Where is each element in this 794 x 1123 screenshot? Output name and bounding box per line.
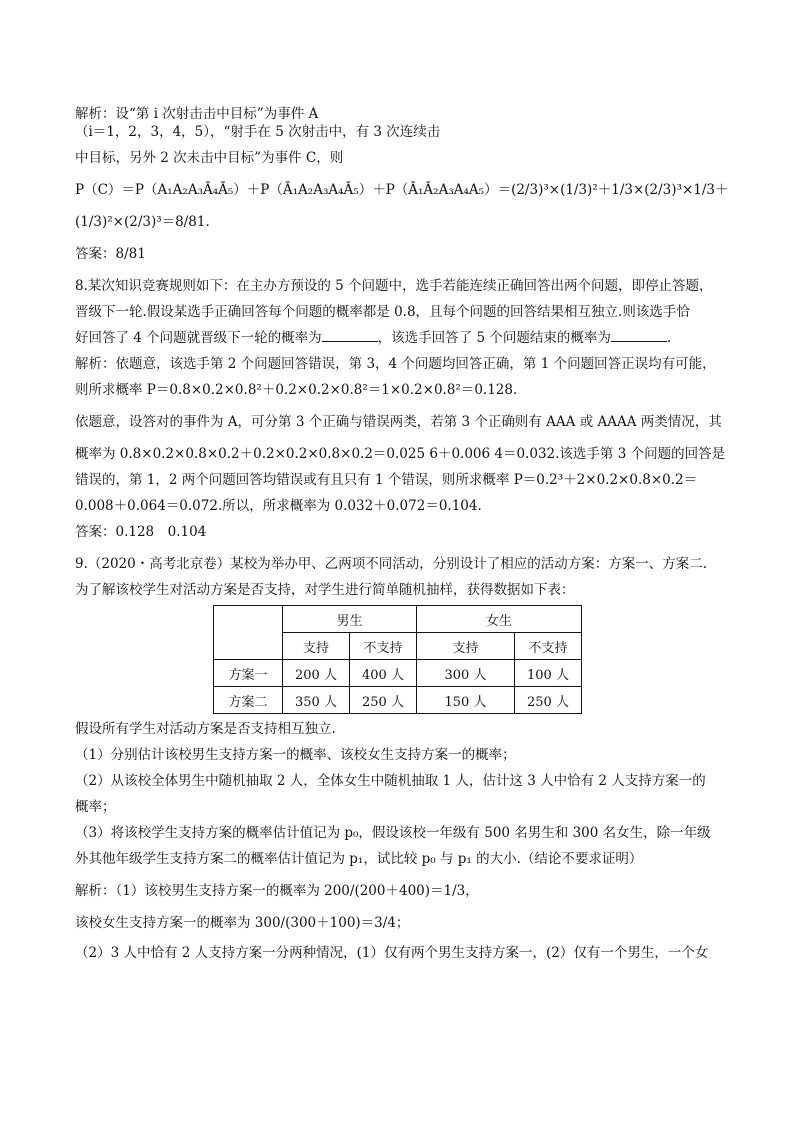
q8-blank-1 <box>322 329 378 342</box>
sol7-line4: (1/3)²×(2/3)³＝8/81. <box>75 214 210 230</box>
table-cell: 100 人 <box>515 660 582 687</box>
sol7-line2: 中目标，另外 2 次未击中目标”为事件 C，则 <box>75 150 344 166</box>
sol7-answer-label: 答案： <box>75 246 116 262</box>
q8-line3 <box>75 329 725 347</box>
q9-part2b: 概率； <box>75 799 116 815</box>
table-cell: 350 人 <box>283 687 350 714</box>
sol7-line3: P（C）＝P（A₁A₂A₃Ā₄Ā₅）＋P（Ā₁A₂A₃A₄Ā₅）＋P（Ā₁Ā₂A₃A₄A₅）＝(2/3)³×(1/3)²＋1/3×(2/3)³×1/3＋ <box>75 182 729 198</box>
q9-line3: 假设所有学生对活动方案是否支持相互独立. <box>75 721 336 737</box>
table-col-female-not-support: 不支持 <box>515 633 582 660</box>
q9-line2: 为了解该校学生对活动方案是否支持，对学生进行简单随机抽样，获得数据如下表： <box>75 582 575 598</box>
table-row <box>214 660 582 687</box>
sol7-line1: 解析：设“第 i 次射击击中目标”为事件 A <box>75 106 319 122</box>
sol7-line1b: （i＝1，2，3，4，5），“射手在 5 次射击中，有 3 次连续击 <box>75 124 441 140</box>
table-col-male-not-support: 不支持 <box>350 633 417 660</box>
q9-part3b: 外其他年级学生支持方案二的概率估计值记为 p₁，试比较 p₀ 与 p₁ 的大小.（结论不要求证明） <box>75 851 643 867</box>
q8-sol-line3: 依题意，设答对的事件为 A，可分第 3 个正确与错误两类，若第 3 个正确则有 AAA 或 AAAA 两类情况，其 <box>75 414 722 430</box>
q9-line1: 9.（2020・高考北京卷）某校为举办甲、乙两项不同活动，分别设计了相应的活动方案：方案一、方案二. <box>75 556 708 572</box>
table-cell: 250 人 <box>350 687 417 714</box>
sol7-answer <box>75 245 725 263</box>
q8-sol-line6: 0.008＋0.064＝0.072.所以，所求概率为 0.032＋0.072＝0.104. <box>75 498 482 514</box>
table-row-label: 方案一 <box>214 660 283 687</box>
table-col-male-support: 支持 <box>283 633 350 660</box>
table-cell: 400 人 <box>350 660 417 687</box>
q9-part1: （1）分别估计该校男生支持方案一的概率、该校女生支持方案一的概率； <box>75 747 516 763</box>
q9-sol-line3: （2）3 人中恰有 2 人支持方案一分两种情况，(1）仅有两个男生支持方案一，(2）仅有一个男生，一个女 <box>75 945 709 961</box>
page-content <box>75 105 729 962</box>
table-group-female: 女生 <box>417 606 582 633</box>
table-col-female-support: 支持 <box>417 633 515 660</box>
q9-sol-line2: 该校女生支持方案一的概率为 300/(300＋100)＝3/4； <box>75 915 410 931</box>
q9-part3a: （3）将该校学生支持方案的概率估计值记为 p₀，假设该校一年级有 500 名男生和 300 名女生，除一年级 <box>75 825 711 841</box>
table-cell: 300 人 <box>417 660 515 687</box>
table-cell: 150 人 <box>417 687 515 714</box>
table-header-row <box>214 606 582 633</box>
q9-part2a: （2）从该校全体男生中随机抽取 2 人，全体女生中随机抽取 1 人，估计这 3 人中恰有 2 人支持方案一的 <box>75 773 706 789</box>
q9-data-table <box>213 605 582 714</box>
q9-sol-line1: 解析：（1）该校男生支持方案一的概率为 200/(200＋400)＝1/3， <box>75 883 479 899</box>
q8-line3b: ，该选手回答了 5 个问题结束的概率为 <box>377 330 611 346</box>
table-group-male: 男生 <box>283 606 417 633</box>
q8-answer: 答案：0.128 0.104 <box>75 524 207 540</box>
table-corner-cell <box>214 606 283 660</box>
q8-sol-line1: 解析：依题意，该选手第 2 个问题回答错误，第 3，4 个问题均回答正确，第 1 个问题回答正误均有可能， <box>75 356 716 372</box>
q8-sol-line4: 概率为 0.8×0.2×0.8×0.2＋0.2×0.2×0.8×0.2＝0.025 6＋0.006 4＝0.032.该选手第 3 个问题的回答是 <box>75 446 726 462</box>
q8-sol-line2: 则所求概率 P＝0.8×0.2×0.8²＋0.2×0.2×0.8²＝1×0.2×0.8²＝0.128. <box>75 382 518 398</box>
table-cell: 200 人 <box>283 660 350 687</box>
table-cell: 250 人 <box>515 687 582 714</box>
q8-line1: 8.某次知识竞赛规则如下：在主办方预设的 5 个问题中，选手若能连续正确回答出两个问题，即停止答题， <box>75 278 713 294</box>
table-row-label: 方案二 <box>214 687 283 714</box>
table-row <box>214 687 582 714</box>
q8-blank-2 <box>611 329 667 342</box>
q8-line3a: 好回答了 4 个问题就晋级下一轮的概率为 <box>75 330 322 346</box>
q8-sol-line5: 错误的，第 1，2 两个问题回答均错误或有且只有 1 个错误，则所求概率 P＝0.2³＋2×0.2×0.8×0.2＝ <box>75 472 698 488</box>
q8-line3c: . <box>666 330 672 346</box>
sol7-answer-value: 8/81 <box>115 246 146 262</box>
q8-line2: 晋级下一轮.假设某选手正确回答每个问题的概率都是 0.8，且每个问题的回答结果相互独立.则该选手恰 <box>75 304 690 320</box>
